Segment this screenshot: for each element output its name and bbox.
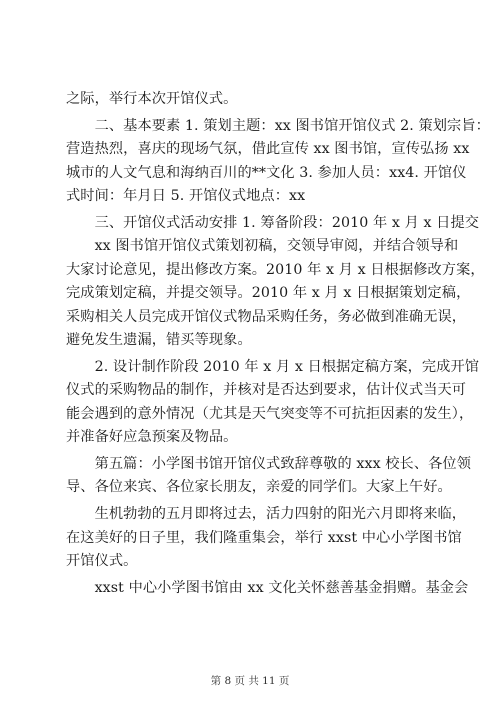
text-line: 营造热烈，喜庆的现场气氛，借此宣传 xx 图书馆，宣传弘扬 xx xyxy=(66,141,470,158)
text-line: 2. 设计制作阶段 2010 年 x 月 x 日根据定稿方案，完成开馆 xyxy=(66,358,480,375)
text-line: 仪式的采购物品的制作，并核对是否达到要求，估计仪式当天可 xyxy=(66,382,467,399)
text-line: 大家讨论意见，提出修改方案。2010 年 x 月 x 日根据修改方案， xyxy=(66,261,485,278)
text-line: 导、各位来宾、各位家长朋友，亲爱的同学们。大家上午好。 xyxy=(66,479,452,496)
text-line: 能会遇到的意外情况（尤其是天气突变等不可抗拒因素的发生）， xyxy=(66,405,474,422)
text-line: 式时间：年月日 5. 开馆仪式地点：xx xyxy=(66,188,306,205)
text-line: 在这美好的日子里，我们隆重集会，举行 xxst 中心小学图书馆 xyxy=(66,529,462,546)
text-line: xx 图书馆开馆仪式策划初稿，交领导审阅，并结合领导和 xyxy=(66,238,459,255)
text-line: 城市的人文气息和海纳百川的**文化 3. 参加人员：xx4. 开馆仪 xyxy=(66,164,467,181)
text-line: 并准备好应急预案及物品。 xyxy=(66,428,238,445)
page-footer: 第 8 页 共 11 页 xyxy=(210,675,290,687)
text-line: 之际，举行本次开馆仪式。 xyxy=(66,91,238,107)
text-line: 二、基本要素 1. 策划主题：xx 图书馆开馆仪式 2. 策划宗旨： xyxy=(66,117,490,134)
text-line: 生机勃勃的五月即将过去，活力四射的阳光六月即将来临， xyxy=(66,506,467,523)
text-line: 采购相关人员完成开馆仪式物品采购任务，务必做到准确无误， xyxy=(66,308,467,325)
body-text xyxy=(66,88,490,600)
text-line: 开馆仪式。 xyxy=(66,552,138,569)
text-line: 三、开馆仪式活动安排 1. 筹备阶段：2010 年 x 月 x 日提交 xyxy=(66,214,480,231)
text-line: xxst 中心小学图书馆由 xx 文化关怀慈善基金捐赠。基金会 xyxy=(66,579,469,596)
text-line: 避免发生遗漏，错买等现象。 xyxy=(66,331,252,348)
text-line: 完成策划定稿，并提交领导。2010 年 x 月 x 日根据策划定稿， xyxy=(66,285,471,302)
text-line: 第五篇：小学图书馆开馆仪式致辞尊敬的 xxx 校长、各位领 xyxy=(66,455,472,472)
